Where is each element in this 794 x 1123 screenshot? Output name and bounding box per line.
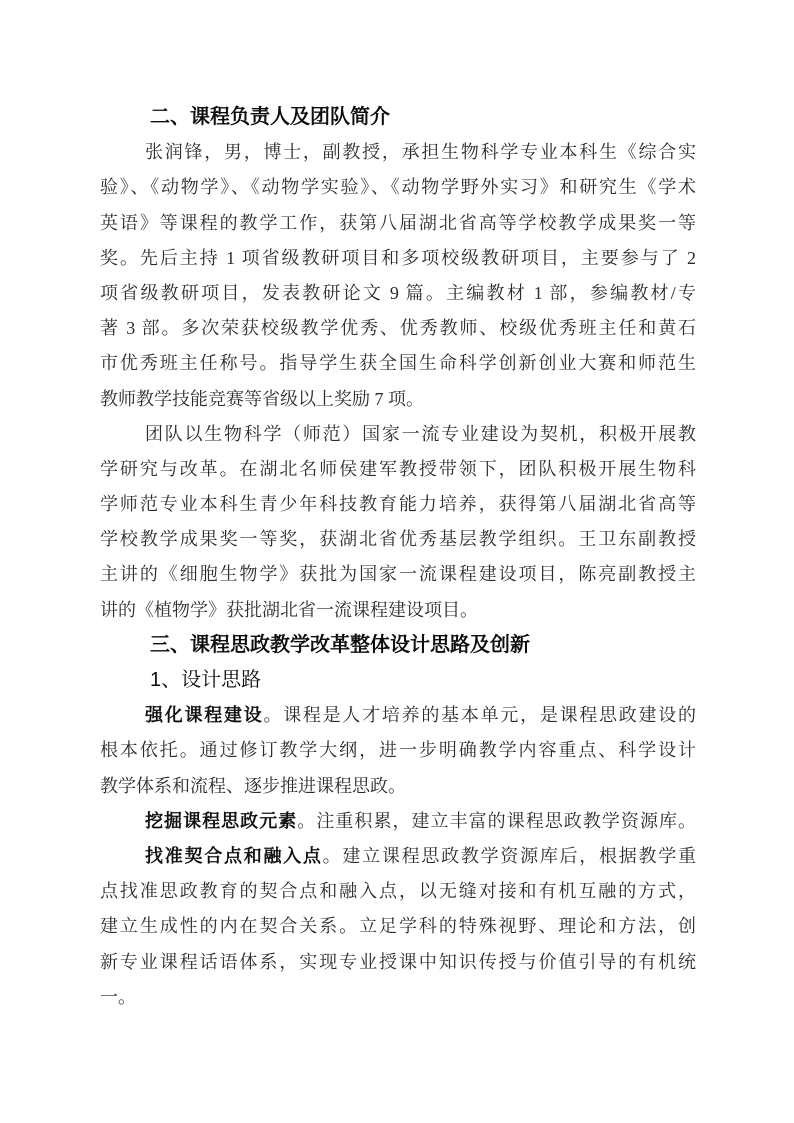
line-text: 。课程是人才培养的基本单元，是课程思政建设的	[263, 705, 696, 726]
section-heading: 二、课程负责人及团队简介	[150, 106, 390, 128]
text-line	[100, 804, 696, 839]
text-line: 英语》等课程的教学工作，获第八届湖北省高等学校教学成果奖一等	[100, 212, 696, 233]
bold-lead: 找准契合点和融入点	[145, 845, 323, 866]
text-line: 团队以生物科学（师范）国家一流专业建设为契机，积极开展教	[145, 423, 696, 444]
text-line: 验》、《动物学》、《动物学实验》、《动物学野外实习》和研究生《学术	[100, 177, 696, 198]
text-line: 建立生成性的内在契合关系。立足学科的特殊视野、理论和方法，创	[100, 916, 696, 937]
line-text: 。建立课程思政教学资源库后，根据教学重	[322, 845, 696, 866]
paragraph	[100, 839, 696, 1015]
text-line: 学师范专业本科生青少年科技教育能力培养，获得第八届湖北省高等	[100, 494, 696, 515]
text-line: 点找准思政教育的契合点和融入点，以无缝对接和有机互融的方式，	[100, 881, 696, 902]
text-line: 项省级教研项目，发表教研论文 9 篇。主编教材 1 部，参编教材/专	[100, 282, 696, 303]
text-line: 根本依托。通过修订教学大纲，进一步明确教学内容重点、科学设计	[100, 740, 696, 761]
paragraph	[100, 698, 696, 804]
text-line: 主讲的《细胞生物学》获批为国家一流课程建设项目，陈亮副教授主	[100, 564, 696, 585]
text-line: 学校教学成果奖一等奖，获湖北省优秀基层教学组织。王卫东副教授	[100, 529, 696, 550]
paragraph	[100, 135, 696, 417]
text-line: 一。	[100, 986, 136, 1007]
line-text: 。注重积累，建立丰富的课程思政教学资源库。	[297, 810, 696, 831]
bold-lead: 强化课程建设	[145, 705, 264, 726]
text-line: 著 3 部。多次荣获校级教学优秀、优秀教师、校级优秀班主任和黄石	[100, 318, 696, 339]
text-line: 讲的《植物学》获批湖北省一流课程建设项目。	[100, 599, 478, 620]
sub-heading: 1、设计思路	[150, 669, 262, 691]
bold-lead: 挖掘课程思政元素	[145, 810, 298, 831]
text-line: 新专业课程话语体系，实现专业授课中知识传授与价值引导的有机统	[100, 951, 696, 972]
paragraph	[100, 804, 696, 839]
text-line: 奖。先后主持 1 项省级教研项目和多项校级教研项目，主要参与了 2	[100, 247, 696, 268]
text-line: 市优秀班主任称号。指导学生获全国生命科学创新创业大赛和师范生	[100, 353, 696, 374]
text-line: 教师教学技能竞赛等省级以上奖励 7 项。	[100, 388, 424, 409]
text-line: 张润锋，男，博士，副教授，承担生物科学专业本科生《综合实	[145, 142, 696, 163]
text-line: 教学体系和流程、逐步推进课程思政。	[100, 775, 406, 796]
section-heading: 三、课程思政教学改革整体设计思路及创新	[150, 633, 530, 656]
text-line	[100, 698, 696, 733]
document-body	[100, 100, 696, 1015]
text-line	[100, 839, 696, 874]
text-line: 学研究与改革。在湖北名师侯建军教授带领下，团队积极开展生物科	[100, 458, 696, 479]
paragraph	[100, 417, 696, 628]
